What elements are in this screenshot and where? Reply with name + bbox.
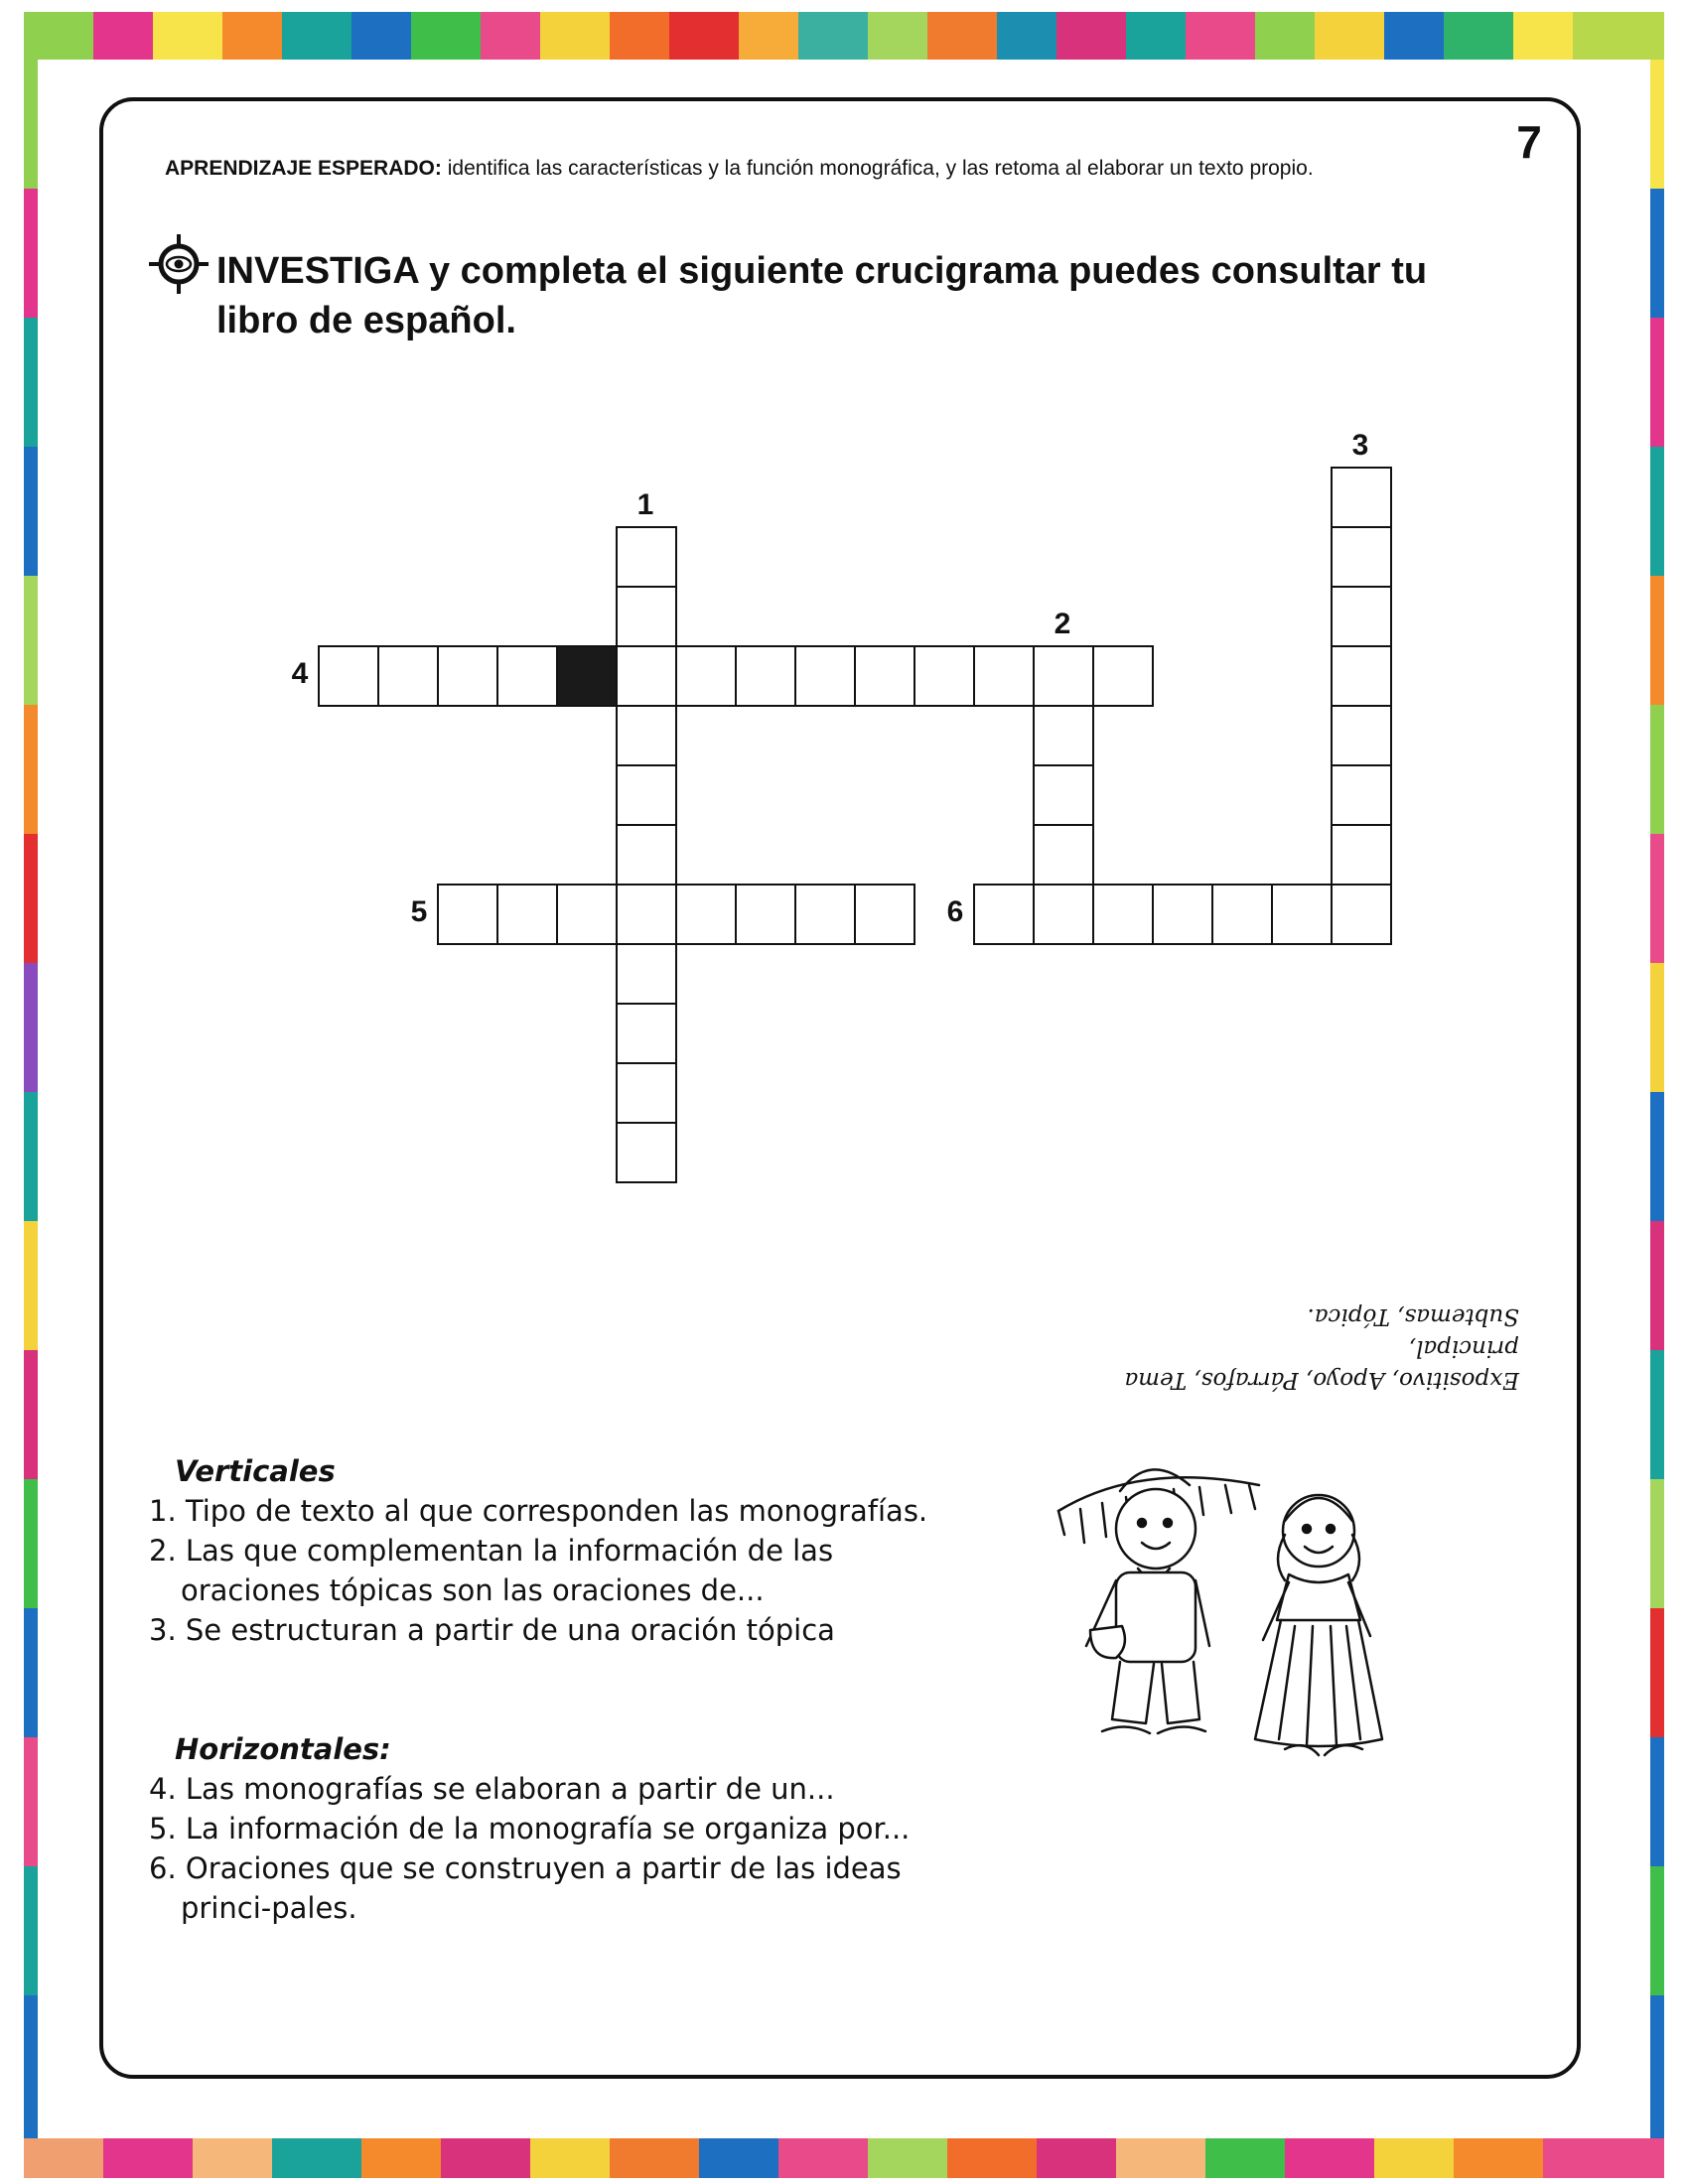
answer-key-line-1: Expositivo, Apoyo, Párrafos, Tema principal, <box>1124 1335 1519 1393</box>
crossword-cell[interactable] <box>616 526 677 588</box>
crossword-cell[interactable] <box>1033 764 1094 826</box>
clue-horizontal-6: 6. Oraciones que se construyen a partir de las ideas princi-pales. <box>149 1851 902 1925</box>
crossword-cell[interactable] <box>914 645 975 707</box>
clue-vertical-2: 2. Las que complementan la información de las oraciones tópicas son las oraciones de... <box>149 1534 834 1607</box>
crossword-clue-number-1: 1 <box>636 488 654 521</box>
crossword-cell[interactable] <box>1331 705 1392 766</box>
instruction-line-1: INVESTIGA y completa el siguiente crucigrama puedes consultar tu <box>216 250 1428 292</box>
clue-horizontal-5: 5. La información de la monografía se organiza por... <box>149 1812 911 1845</box>
crossword-cell[interactable] <box>616 1122 677 1183</box>
crossword-cell[interactable] <box>794 645 856 707</box>
crossword-cell[interactable] <box>1033 824 1094 886</box>
crossword-cell[interactable] <box>437 645 498 707</box>
crossword-cell[interactable] <box>1331 645 1392 707</box>
crossword-cell[interactable] <box>1331 824 1392 886</box>
crossword-cell[interactable] <box>1331 884 1392 945</box>
crossword-cell[interactable] <box>318 645 379 707</box>
page-number: 7 <box>1516 116 1542 168</box>
crossword-clue-number-5: 5 <box>410 895 428 928</box>
pencil-border-top <box>24 12 1664 60</box>
crossword-cell[interactable] <box>1211 884 1273 945</box>
crossword-cell[interactable] <box>616 764 677 826</box>
answer-key-upside-down <box>1023 1300 1519 1396</box>
learning-objective <box>165 157 1456 181</box>
instruction-line-2: libro de español. <box>216 300 516 341</box>
crossword-cell[interactable] <box>973 884 1035 945</box>
crossword-cell[interactable] <box>377 645 439 707</box>
vertical-clues-heading: Verticales <box>175 1454 336 1488</box>
crossword-cell[interactable] <box>1331 764 1392 826</box>
pencil-border-left <box>24 60 38 2138</box>
crossword-cell[interactable] <box>794 884 856 945</box>
objective-text: identifica las características y la función monográfica, y las retoma al elaborar un texto propio. <box>441 157 1314 180</box>
crossword-cell[interactable] <box>556 884 618 945</box>
crossword-cell[interactable] <box>1092 884 1154 945</box>
crossword-cell[interactable] <box>616 705 677 766</box>
crossword-cell[interactable] <box>616 1062 677 1124</box>
answer-key-line-2: Subtemas, Tópica. <box>1307 1303 1519 1329</box>
horizontal-clues-heading: Horizontales: <box>175 1732 391 1766</box>
crossword-cell[interactable] <box>1331 586 1392 647</box>
crossword-clue-number-6: 6 <box>946 895 964 928</box>
crossword-cell[interactable] <box>437 884 498 945</box>
crossword-cell[interactable] <box>735 884 796 945</box>
crossword-cell[interactable] <box>1033 645 1094 707</box>
crossword-cell[interactable] <box>1092 645 1154 707</box>
crossword-clue-number-3: 3 <box>1351 429 1369 462</box>
clue-vertical-3: 3. Se estructuran a partir de una oración tópica <box>149 1613 835 1647</box>
crossword-cell[interactable] <box>616 645 677 707</box>
clue-vertical-1: 1. Tipo de texto al que corresponden las monografías. <box>149 1494 928 1528</box>
vertical-clues <box>149 1451 993 1650</box>
crossword-cell[interactable] <box>496 645 558 707</box>
crossword-cell[interactable] <box>675 884 737 945</box>
crossword-cell[interactable] <box>616 884 677 945</box>
pencil-border-right <box>1650 60 1664 2138</box>
crossword-cell[interactable] <box>735 645 796 707</box>
horizontal-clues <box>149 1729 993 1928</box>
crossword-cell[interactable] <box>1033 705 1094 766</box>
crossword-cell[interactable] <box>496 884 558 945</box>
crossword-cell[interactable] <box>616 1003 677 1064</box>
children-illustration <box>1051 1451 1408 1789</box>
crossword-clue-number-2: 2 <box>1054 608 1071 640</box>
crossword-cell[interactable] <box>854 645 915 707</box>
crossword-cell[interactable] <box>616 586 677 647</box>
crossword-cell[interactable] <box>1033 884 1094 945</box>
objective-label: APRENDIZAJE ESPERADO: <box>165 157 442 180</box>
crossword-cell[interactable] <box>616 943 677 1005</box>
crossword-clue-number-4: 4 <box>291 657 309 690</box>
pencil-border-bottom <box>24 2138 1664 2178</box>
crossword-cell-blocked <box>556 645 618 707</box>
crossword-cell[interactable] <box>1331 526 1392 588</box>
crossword-cell[interactable] <box>616 824 677 886</box>
crossword-cell[interactable] <box>1331 467 1392 528</box>
crossword-cell[interactable] <box>973 645 1035 707</box>
crossword-cell[interactable] <box>1271 884 1333 945</box>
target-eye-icon <box>149 234 209 294</box>
crossword-cell[interactable] <box>1152 884 1213 945</box>
clue-horizontal-4: 4. Las monografías se elaboran a partir de un... <box>149 1772 835 1806</box>
crossword-cell[interactable] <box>854 884 915 945</box>
crossword-cell[interactable] <box>675 645 737 707</box>
